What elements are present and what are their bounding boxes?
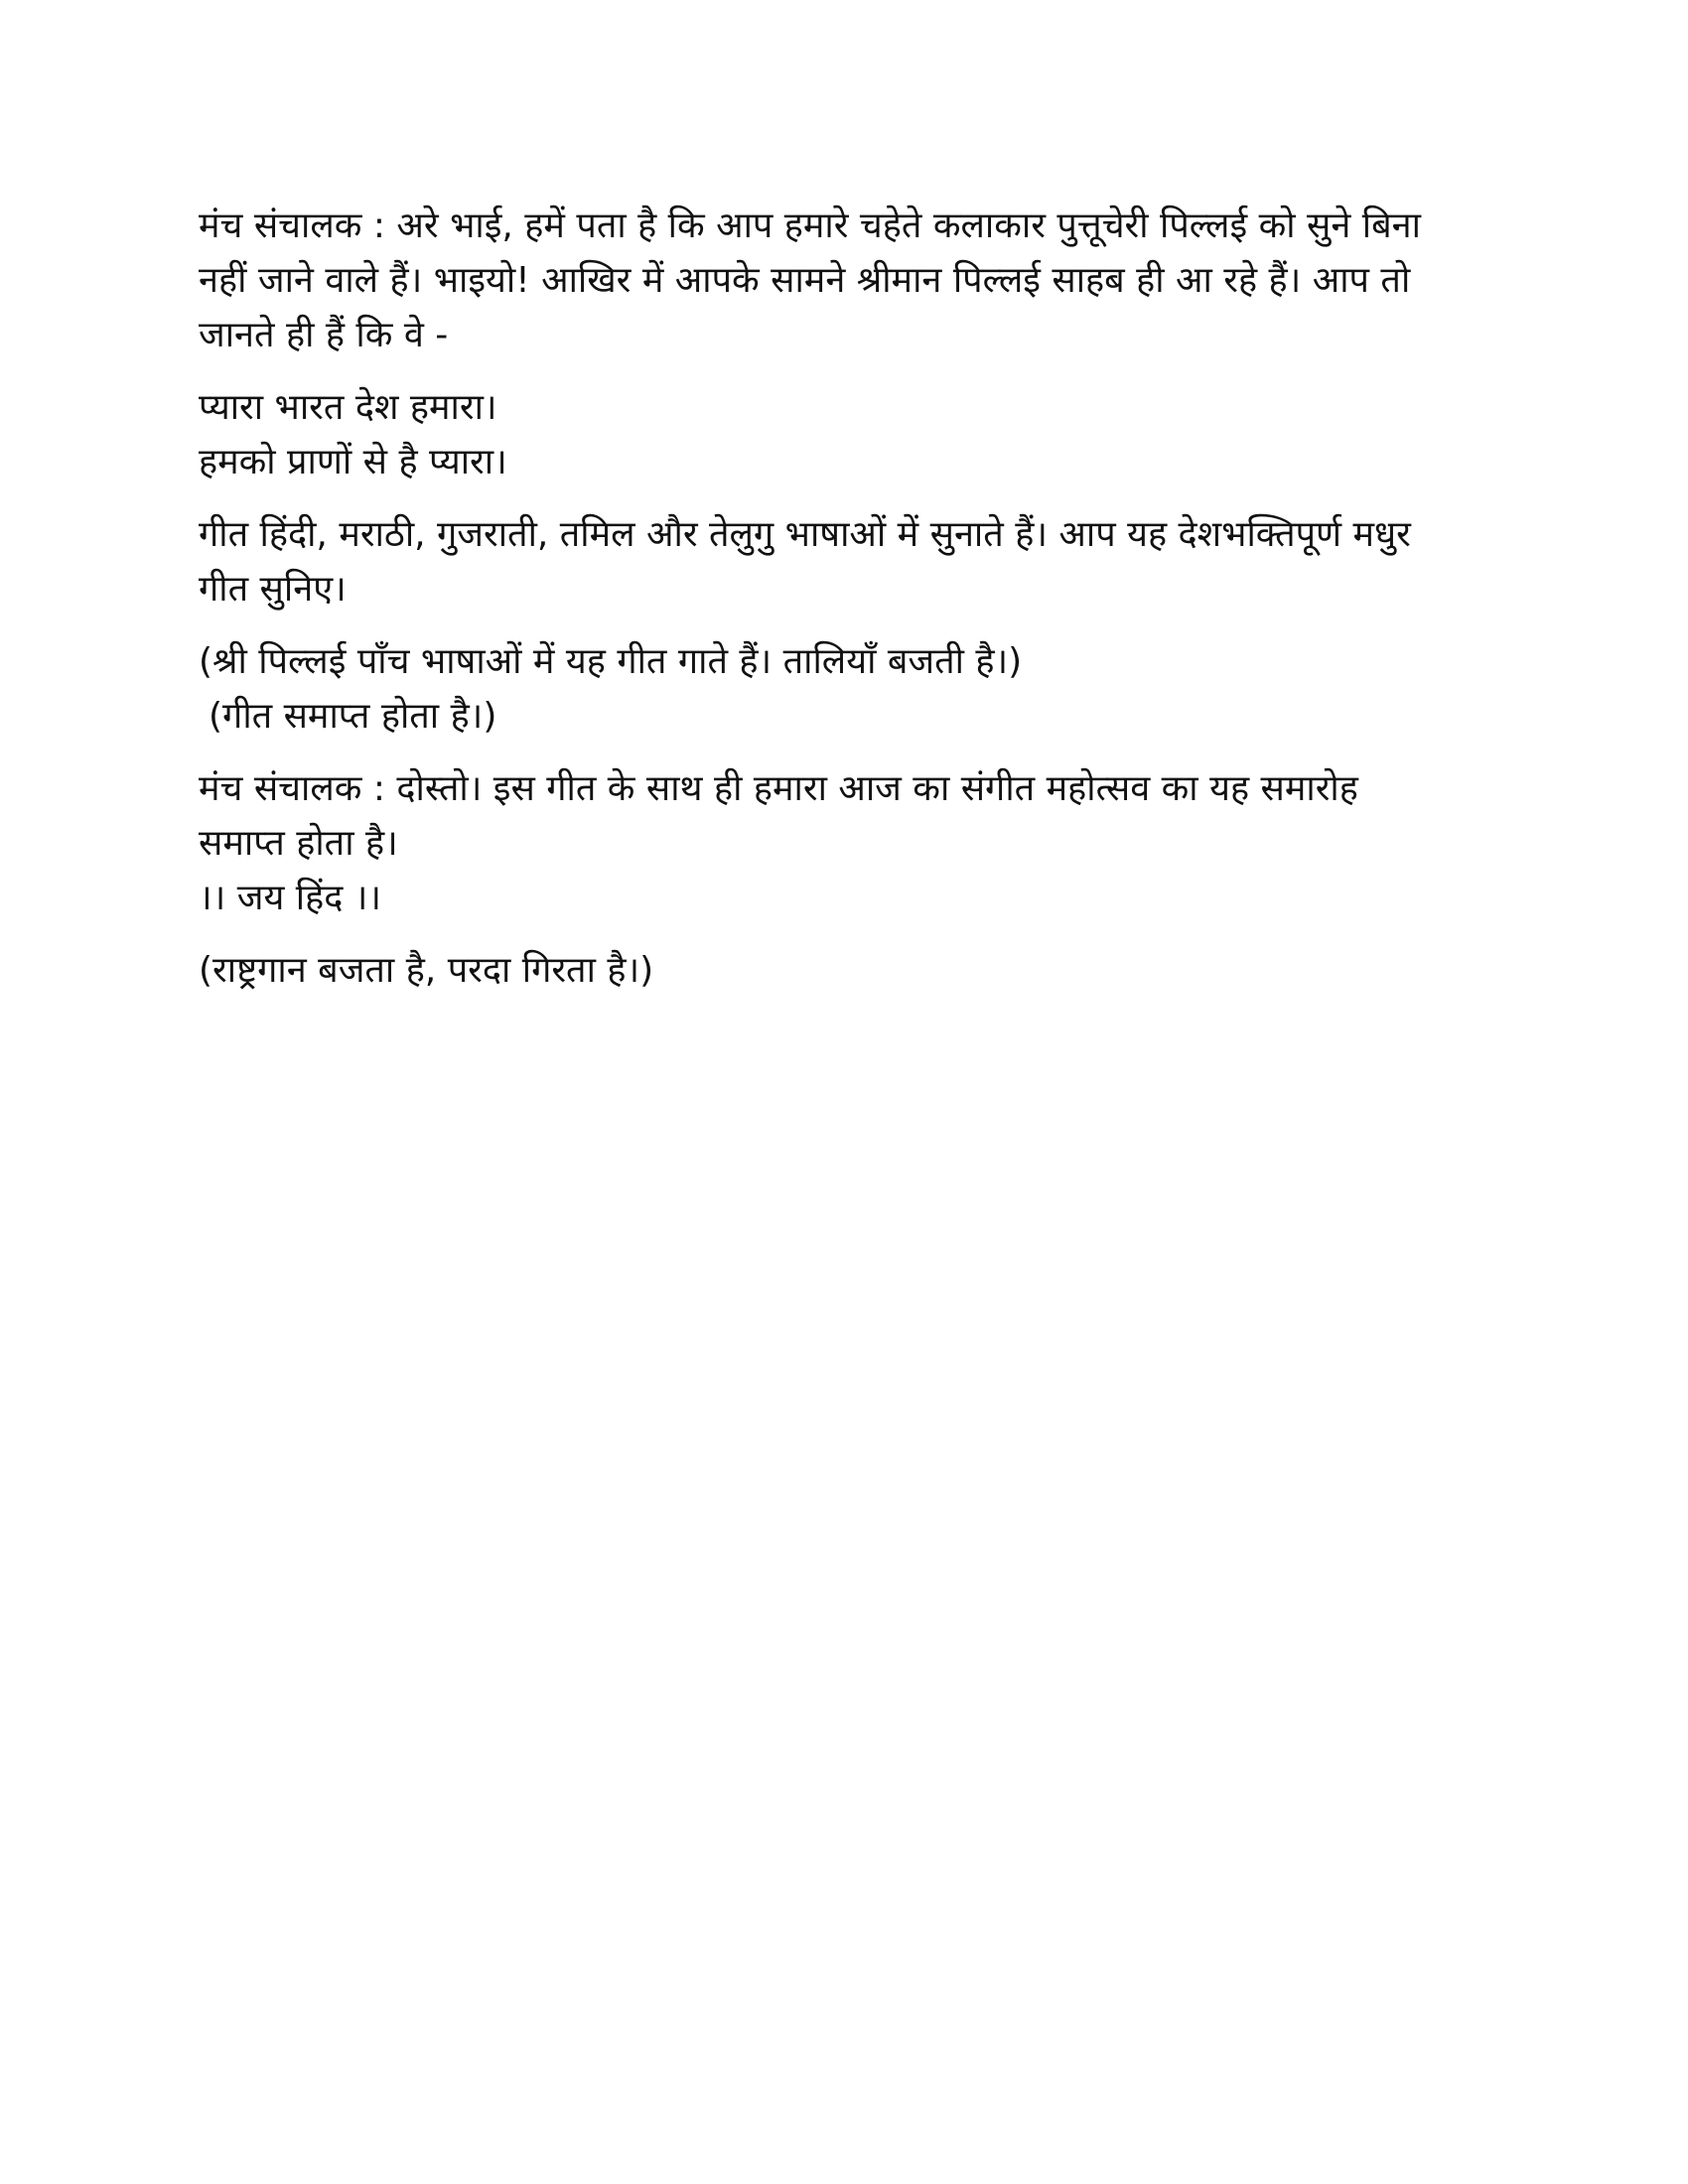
text-line: हमको प्राणों से है प्यारा। [199, 442, 507, 482]
text-line: मंच संचालक : अरे भाई, हमें पता है कि आप हमारे चहेते कलाकार पुत्तूचेरी पिल्लई को सुने बिना [199, 205, 1421, 246]
paragraph-announcer-closing [199, 761, 1489, 925]
paragraph-song-languages [199, 507, 1489, 616]
document-body [199, 199, 1489, 1016]
text-line: गीत सुनिए। [199, 569, 347, 610]
text-line: नहीं जाने वाले हैं। भाइयो! आखिर में आपके सामने श्रीमान पिल्लई साहब ही आ रहे हैं। आप तो [199, 260, 1411, 301]
paragraph-song-lines [199, 380, 1489, 489]
text-line: प्यारा भारत देश हमारा। [199, 387, 497, 428]
text-line: जानते ही हैं कि वे - [199, 315, 449, 355]
text-line: (श्री पिल्लई पाँच भाषाओं में यह गीत गाते हैं। तालियाँ बजती है।) [199, 641, 1023, 682]
paragraph-stage-direction [199, 634, 1489, 744]
text-line: समाप्त होता है। [199, 823, 398, 864]
paragraph-announcer-intro [199, 199, 1489, 362]
paragraph-final-direction [199, 943, 1489, 998]
text-line: (राष्ट्रगान बजता है, परदा गिरता है।) [199, 950, 654, 991]
text-line: ।। जय हिंद ।। [199, 878, 382, 918]
text-line: (गीत समाप्त होता है।) [209, 696, 497, 737]
text-line: मंच संचालक : दोस्तो। इस गीत के साथ ही हमारा आज का संगीत महोत्सव का यह समारोह [199, 768, 1358, 809]
text-line: गीत हिंदी, मराठी, गुजराती, तमिल और तेलुगु भाषाओं में सुनाते हैं। आप यह देशभक्तिपूर्ण मधुर [199, 514, 1411, 555]
